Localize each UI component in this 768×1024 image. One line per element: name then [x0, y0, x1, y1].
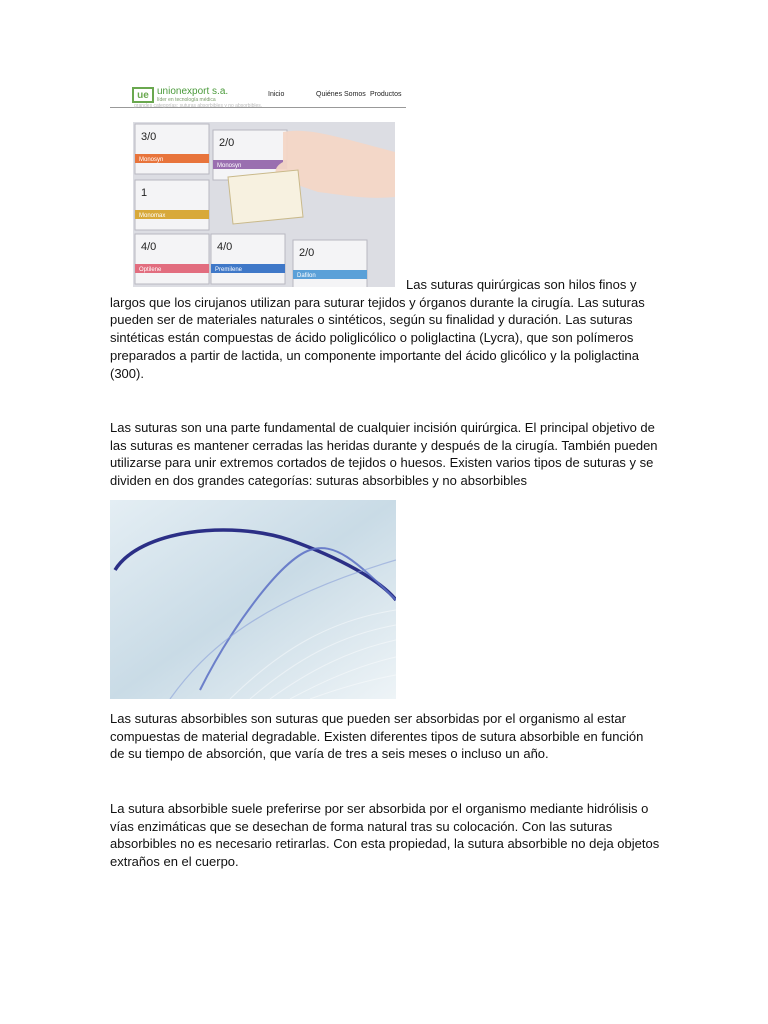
suture-box	[135, 124, 209, 174]
suture-box	[135, 180, 209, 230]
suture-box-size: 3/0	[141, 131, 157, 143]
paragraph-1-line: preparados a partir de lactida, un componente importante del ácido glicólico y la poliglactina	[110, 347, 639, 363]
paragraph-2-line: dividen en dos grandes categorías: suturas absorbibles y no absorbibles	[110, 473, 527, 489]
paragraph-1	[110, 276, 660, 382]
paragraph-1-line: pueden ser de materiales naturales o sintéticos, según su finalidad y duración. Las suturas	[110, 312, 633, 328]
suture-boxes-illustration	[133, 122, 395, 287]
paragraph-3-line: de su tiempo de absorción, que varía de tres a seis meses o incluso un año.	[110, 746, 549, 762]
suture-box-size: 2/0	[219, 137, 235, 149]
suture-box-size: 2/0	[299, 247, 315, 259]
suture-thread-illustration	[110, 500, 396, 699]
ghost-text: grandes categorías: suturas absorbibles y no absorbibles.	[134, 103, 263, 109]
suture-box-brand: Monomax	[139, 213, 166, 219]
suture-thread-image	[110, 500, 396, 699]
suture-box-brand: Dafilon	[297, 273, 316, 279]
paragraph-4-line: absorbibles no es necesario retirarlas. Con esta propiedad, la sutura absorbible no deja objetos	[110, 836, 660, 852]
nav-inicio: Inicio	[268, 91, 285, 98]
paragraph-1-line: Las suturas quirúrgicas son hilos finos y	[406, 277, 637, 292]
paragraph-4-line: extraños en el cuerpo.	[110, 854, 239, 870]
logo-name: unionexport s.a.	[157, 86, 229, 97]
paragraph-1-line: (300).	[110, 365, 144, 381]
paragraph-3-line: compuestas de material degradable. Existen diferentes tipos de sutura absorbible en función	[110, 728, 644, 744]
suture-box-size: 1	[141, 187, 148, 199]
nav-productos: Productos	[370, 91, 402, 98]
paragraph-3-line: Las suturas absorbibles son suturas que pueden ser absorbidas por el organismo al estar	[110, 711, 626, 726]
paragraph-4-line: La sutura absorbible suele preferirse por ser absorbida por el organismo mediante hidrólisis o	[110, 801, 649, 816]
paragraph-1-line: largos que los cirujanos utilizan para suturar tejidos y órganos durante la cirugía. Las suturas	[110, 294, 645, 310]
company-logo	[132, 87, 228, 103]
paragraph-2-line: utilizarse para unir extremos cortados de tejidos o huesos. Existen varios tipos de suturas y se	[110, 455, 654, 471]
paragraph-3	[110, 710, 660, 763]
suture-box-brand: Monosyn	[217, 163, 242, 169]
suture-box-brand: Optilene	[139, 267, 162, 273]
paragraph-4-line: vías enzimáticas que se desechan de forma natural tras su colocación. Con las suturas	[110, 818, 613, 834]
paragraph-2-line: Las suturas son una parte fundamental de cualquier incisión quirúrgica. El principal objetivo de	[110, 420, 655, 435]
logo-tagline: líder en tecnología médica	[157, 97, 216, 103]
suture-box-brand: Premilene	[215, 267, 243, 273]
paragraph-4	[110, 800, 660, 871]
suture-box-size: 4/0	[141, 241, 157, 253]
paragraph-2	[110, 419, 660, 490]
suture-box-brand: Monosyn	[139, 157, 164, 163]
held-suture-box	[228, 170, 303, 224]
paragraph-2-line: las suturas es mantener cerradas las heridas durante y después de la cirugía. También pueden	[110, 437, 658, 453]
logo-mark-icon: ue	[132, 87, 154, 103]
suture-boxes-photo	[133, 122, 395, 287]
nav-quienes-somos: Quiénes Somos	[316, 91, 366, 98]
paragraph-1-line: sintéticas están compuestas de ácido poliglicólico o poliglactina (Lycra), que son polímeros	[110, 330, 634, 346]
suture-boxes-image	[110, 85, 406, 290]
suture-box-size: 4/0	[217, 241, 233, 253]
